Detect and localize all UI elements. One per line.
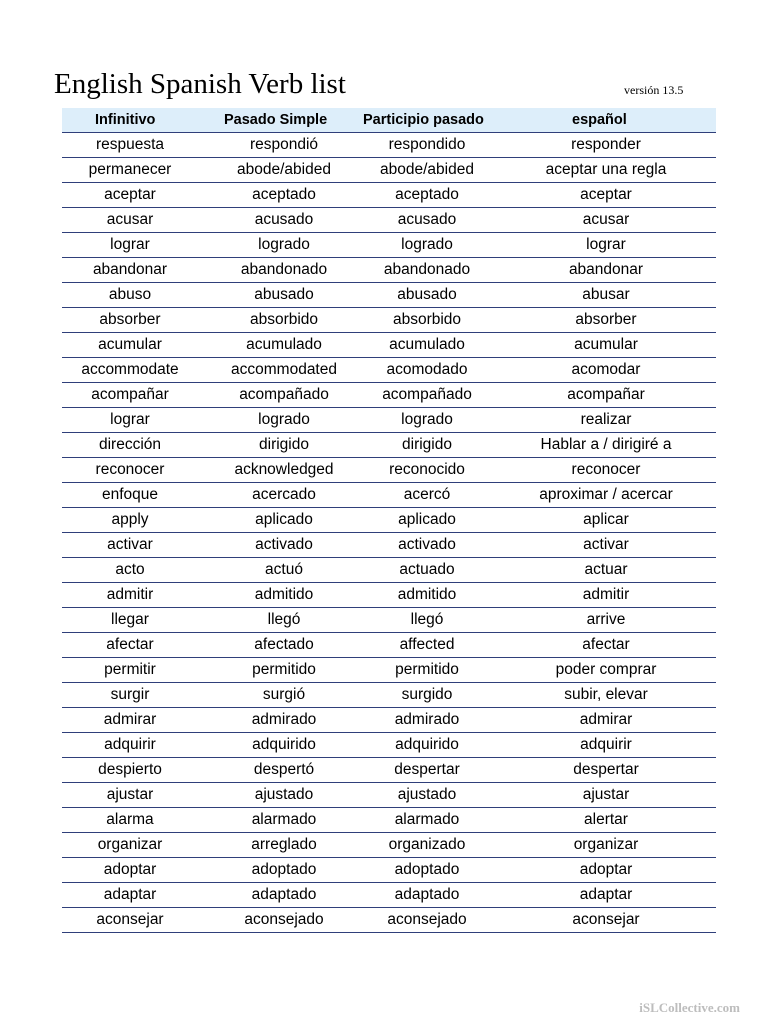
cell-infinitivo: adaptar [103, 886, 157, 903]
cell-infinitivo: despierto [98, 761, 162, 778]
cell-pasado-simple: aconsejado [244, 911, 324, 928]
table-row [62, 733, 716, 758]
cell-pasado-simple: adquirido [252, 736, 316, 753]
cell-infinitivo: afectar [106, 636, 154, 653]
cell-participio-pasado: aceptado [395, 186, 459, 203]
cell-infinitivo: acusar [106, 211, 154, 228]
table-row [62, 858, 716, 883]
cell-pasado-simple: aceptado [252, 186, 316, 203]
cell-infinitivo: surgir [110, 686, 150, 703]
cell-espanol: acusar [582, 211, 630, 228]
cell-infinitivo: alarma [106, 811, 154, 828]
cell-participio-pasado: affected [399, 636, 455, 653]
cell-pasado-simple: absorbido [249, 311, 319, 328]
cell-pasado-simple: acercado [252, 486, 316, 503]
cell-infinitivo: aceptar [104, 186, 156, 203]
cell-pasado-simple: acknowledged [234, 461, 334, 478]
table-row [62, 433, 716, 458]
cell-pasado-simple: abusado [254, 286, 314, 303]
table-row [62, 283, 716, 308]
cell-pasado-simple: ajustado [254, 786, 314, 803]
page-title: English Spanish Verb list [54, 68, 346, 100]
cell-infinitivo: permitir [104, 661, 156, 678]
cell-participio-pasado: dirigido [402, 436, 452, 453]
table-row [62, 833, 716, 858]
cell-espanol: despertar [573, 761, 639, 778]
cell-infinitivo: ajustar [106, 786, 154, 803]
cell-participio-pasado: activado [398, 536, 456, 553]
cell-pasado-simple: arreglado [251, 836, 317, 853]
table-row [62, 683, 716, 708]
cell-participio-pasado: surgido [401, 686, 453, 703]
table-row [62, 883, 716, 908]
table-row [62, 633, 716, 658]
cell-espanol: afectar [582, 636, 630, 653]
cell-infinitivo: accommodate [81, 361, 179, 378]
cell-espanol: aplicar [583, 511, 629, 528]
cell-espanol: poder comprar [555, 661, 657, 678]
cell-espanol: lograr [586, 236, 626, 253]
cell-espanol: arrive [586, 611, 626, 628]
cell-pasado-simple: activado [255, 536, 313, 553]
table-row [62, 158, 716, 183]
cell-espanol: absorber [575, 311, 637, 328]
cell-infinitivo: acompañar [91, 386, 169, 403]
table-body [62, 133, 716, 933]
cell-pasado-simple: acusado [254, 211, 314, 228]
cell-espanol: responder [571, 136, 641, 153]
cell-espanol: abandonar [568, 261, 644, 278]
cell-pasado-simple: aplicado [255, 511, 313, 528]
cell-participio-pasado: abode/abided [380, 161, 474, 178]
cell-espanol: Hablar a / dirigiré a [540, 436, 672, 453]
table-row [62, 408, 716, 433]
header-infinitivo: Infinitivo [95, 112, 156, 128]
cell-espanol: aconsejar [572, 911, 640, 928]
table-row [62, 783, 716, 808]
cell-participio-pasado: acumulado [389, 336, 465, 353]
table-row [62, 233, 716, 258]
cell-participio-pasado: admitido [397, 586, 457, 603]
cell-pasado-simple: acumulado [246, 336, 322, 353]
cell-espanol: realizar [580, 411, 632, 428]
header-participio-pasado: Participio pasado [363, 112, 484, 128]
table-header [62, 108, 716, 133]
cell-espanol: ajustar [582, 786, 630, 803]
cell-participio-pasado: adquirido [395, 736, 459, 753]
cell-participio-pasado: acercó [403, 486, 451, 503]
cell-infinitivo: permanecer [88, 161, 172, 178]
cell-pasado-simple: acompañado [239, 386, 329, 403]
cell-participio-pasado: abusado [397, 286, 457, 303]
cell-pasado-simple: logrado [258, 236, 310, 253]
cell-infinitivo: lograr [110, 236, 150, 253]
table-row [62, 458, 716, 483]
cell-infinitivo: apply [111, 511, 149, 528]
table-row [62, 908, 716, 933]
cell-espanol: aproximar / acercar [539, 486, 673, 503]
table-row [62, 358, 716, 383]
table-row [62, 758, 716, 783]
cell-espanol: reconocer [571, 461, 641, 478]
table-row [62, 383, 716, 408]
cell-infinitivo: dirección [98, 436, 162, 453]
cell-infinitivo: acumular [98, 336, 162, 353]
cell-participio-pasado: respondido [388, 136, 466, 153]
table-row [62, 533, 716, 558]
cell-pasado-simple: llegó [267, 611, 301, 628]
verb-table [62, 108, 716, 933]
cell-espanol: adquirir [580, 736, 632, 753]
cell-espanol: admirar [579, 711, 633, 728]
table-row [62, 208, 716, 233]
table-row [62, 183, 716, 208]
cell-participio-pasado: adoptado [394, 861, 460, 878]
cell-espanol: abusar [582, 286, 630, 303]
cell-pasado-simple: accommodated [231, 361, 337, 378]
cell-espanol: actuar [584, 561, 628, 578]
cell-pasado-simple: despertó [253, 761, 315, 778]
cell-participio-pasado: acomodado [386, 361, 468, 378]
table-row [62, 133, 716, 158]
table-row [62, 333, 716, 358]
cell-infinitivo: absorber [99, 311, 161, 328]
cell-pasado-simple: admirado [251, 711, 317, 728]
cell-pasado-simple: adoptado [251, 861, 317, 878]
cell-infinitivo: admirar [103, 711, 157, 728]
cell-participio-pasado: despertar [394, 761, 460, 778]
cell-participio-pasado: admirado [394, 711, 460, 728]
cell-participio-pasado: llegó [410, 611, 444, 628]
cell-pasado-simple: dirigido [259, 436, 309, 453]
cell-pasado-simple: afectado [254, 636, 314, 653]
cell-espanol: acompañar [567, 386, 645, 403]
cell-pasado-simple: actuó [265, 561, 303, 578]
cell-infinitivo: reconocer [95, 461, 165, 478]
cell-participio-pasado: abandonado [383, 261, 471, 278]
cell-infinitivo: acto [115, 561, 145, 578]
cell-espanol: admitir [582, 586, 630, 603]
cell-espanol: subir, elevar [564, 686, 648, 703]
cell-participio-pasado: ajustado [397, 786, 457, 803]
cell-espanol: organizar [573, 836, 639, 853]
table-row [62, 308, 716, 333]
cell-participio-pasado: aplicado [398, 511, 456, 528]
cell-infinitivo: activar [107, 536, 153, 553]
cell-pasado-simple: respondió [249, 136, 319, 153]
table-row [62, 258, 716, 283]
cell-pasado-simple: logrado [258, 411, 310, 428]
cell-participio-pasado: organizado [388, 836, 466, 853]
cell-espanol: aceptar [580, 186, 632, 203]
cell-pasado-simple: admitido [254, 586, 314, 603]
cell-infinitivo: organizar [97, 836, 163, 853]
cell-infinitivo: lograr [110, 411, 150, 428]
cell-espanol: aceptar una regla [545, 161, 667, 178]
cell-participio-pasado: logrado [401, 411, 453, 428]
cell-espanol: adoptar [579, 861, 633, 878]
cell-infinitivo: enfoque [101, 486, 159, 503]
cell-espanol: adaptar [579, 886, 633, 903]
cell-pasado-simple: permitido [252, 661, 316, 678]
cell-infinitivo: adquirir [104, 736, 156, 753]
cell-pasado-simple: adaptado [251, 886, 317, 903]
cell-pasado-simple: alarmado [251, 811, 317, 828]
cell-infinitivo: respuesta [95, 136, 165, 153]
cell-espanol: acumular [574, 336, 638, 353]
cell-participio-pasado: acompañado [382, 386, 472, 403]
cell-infinitivo: abuso [108, 286, 152, 303]
cell-pasado-simple: abandonado [240, 261, 328, 278]
table-row [62, 608, 716, 633]
cell-participio-pasado: logrado [401, 236, 453, 253]
cell-participio-pasado: permitido [395, 661, 459, 678]
table-row [62, 508, 716, 533]
cell-participio-pasado: alarmado [394, 811, 460, 828]
cell-pasado-simple: surgió [262, 686, 306, 703]
cell-infinitivo: abandonar [92, 261, 168, 278]
header-espanol: español [572, 112, 627, 128]
cell-participio-pasado: actuado [399, 561, 455, 578]
cell-infinitivo: adoptar [103, 861, 157, 878]
table-row [62, 808, 716, 833]
table-row [62, 583, 716, 608]
cell-pasado-simple: abode/abided [237, 161, 331, 178]
version-label: versión 13.5 [624, 83, 684, 97]
cell-infinitivo: llegar [111, 611, 149, 628]
cell-participio-pasado: aconsejado [387, 911, 467, 928]
cell-participio-pasado: acusado [397, 211, 457, 228]
header-pasado-simple: Pasado Simple [224, 112, 328, 128]
watermark: iSLCollective.com [639, 1000, 740, 1015]
table-row [62, 558, 716, 583]
cell-participio-pasado: adaptado [394, 886, 460, 903]
cell-espanol: acomodar [571, 361, 641, 378]
cell-participio-pasado: reconocido [389, 461, 465, 478]
table-row [62, 483, 716, 508]
cell-espanol: alertar [584, 811, 628, 828]
cell-infinitivo: admitir [106, 586, 154, 603]
table-row [62, 708, 716, 733]
cell-espanol: activar [583, 536, 629, 553]
table-row [62, 658, 716, 683]
cell-infinitivo: aconsejar [96, 911, 164, 928]
cell-participio-pasado: absorbido [392, 311, 462, 328]
